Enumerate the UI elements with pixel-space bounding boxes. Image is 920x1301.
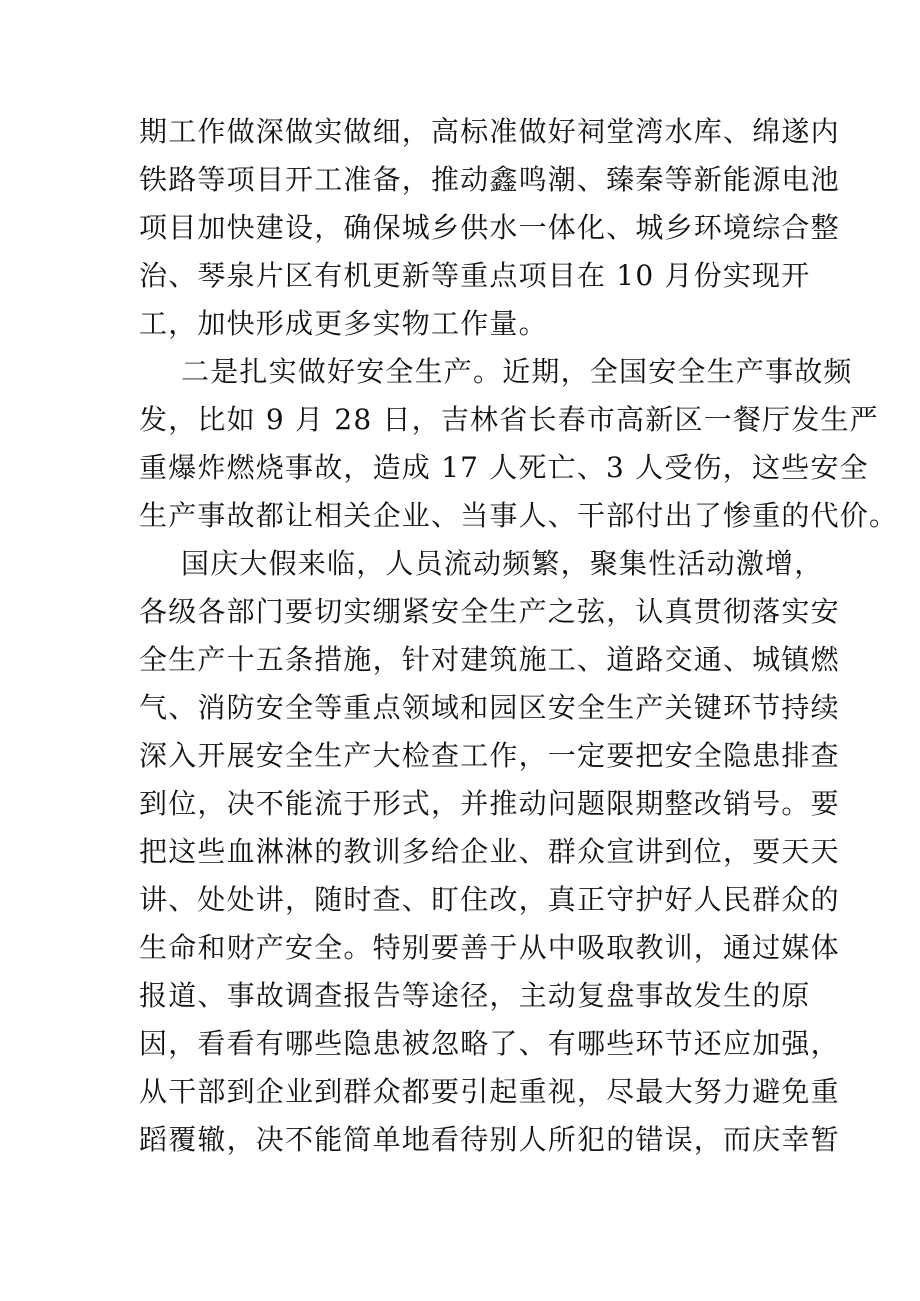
text-line: 重爆炸燃烧事故，造成 17 人死亡、3 人受伤，这些安全 <box>139 451 869 484</box>
text-line: 讲、处处讲，随时查、盯住改，真正守护好人民群众的 <box>139 883 840 916</box>
text-line: 深入开展安全生产大检查工作，一定要把安全隐患排查 <box>139 739 840 772</box>
text-line: 报道、事故调查报告等途径，主动复盘事故发生的原 <box>139 979 811 1012</box>
paragraph-start-line: 国庆大假来临，人员流动频繁，聚集性活动激增， <box>181 547 824 580</box>
text-line: 项目加快建设，确保城乡供水一体化、城乡环境综合整 <box>139 211 840 244</box>
text-line: 各级各部门要切实绷紧安全生产之弦，认真贯彻落实安 <box>139 595 840 628</box>
text-line: 生产事故都让相关企业、当事人、干部付出了惨重的代价。 <box>139 499 899 532</box>
text-line: 期工作做深做实做细，高标准做好祠堂湾水库、绵遂内 <box>139 115 840 148</box>
text-line: 发，比如 9 月 28 日，吉林省长春市高新区一餐厅发生严 <box>139 403 879 436</box>
text-line: 到位，决不能流于形式，并推动问题限期整改销号。要 <box>139 787 840 820</box>
text-line: 生命和财产安全。特别要善于从中吸取教训，通过媒体 <box>139 931 840 964</box>
text-line: 全生产十五条措施，针对建筑施工、道路交通、城镇燃 <box>139 643 840 676</box>
text-line: 铁路等项目开工准备，推动鑫鸣潮、臻秦等新能源电池 <box>139 163 840 196</box>
text-line: 治、琴泉片区有机更新等重点项目在 10 月份实现开 <box>139 259 811 292</box>
paragraph-start-line: 二是扎实做好安全生产。近期，全国安全生产事故频 <box>181 355 853 388</box>
text-line: 工，加快形成更多实物工作量。 <box>139 307 548 340</box>
text-line: 从干部到企业到群众都要引起重视，尽最大努力避免重 <box>139 1075 840 1108</box>
text-line: 把这些血淋淋的教训多给企业、群众宣讲到位，要天天 <box>139 835 840 868</box>
text-line: 因，看看有哪些隐患被忽略了、有哪些环节还应加强， <box>139 1027 840 1060</box>
text-line: 蹈覆辙，决不能简单地看待别人所犯的错误，而庆幸暂 <box>139 1123 840 1156</box>
text-line: 气、消防安全等重点领域和园区安全生产关键环节持续 <box>139 691 840 724</box>
